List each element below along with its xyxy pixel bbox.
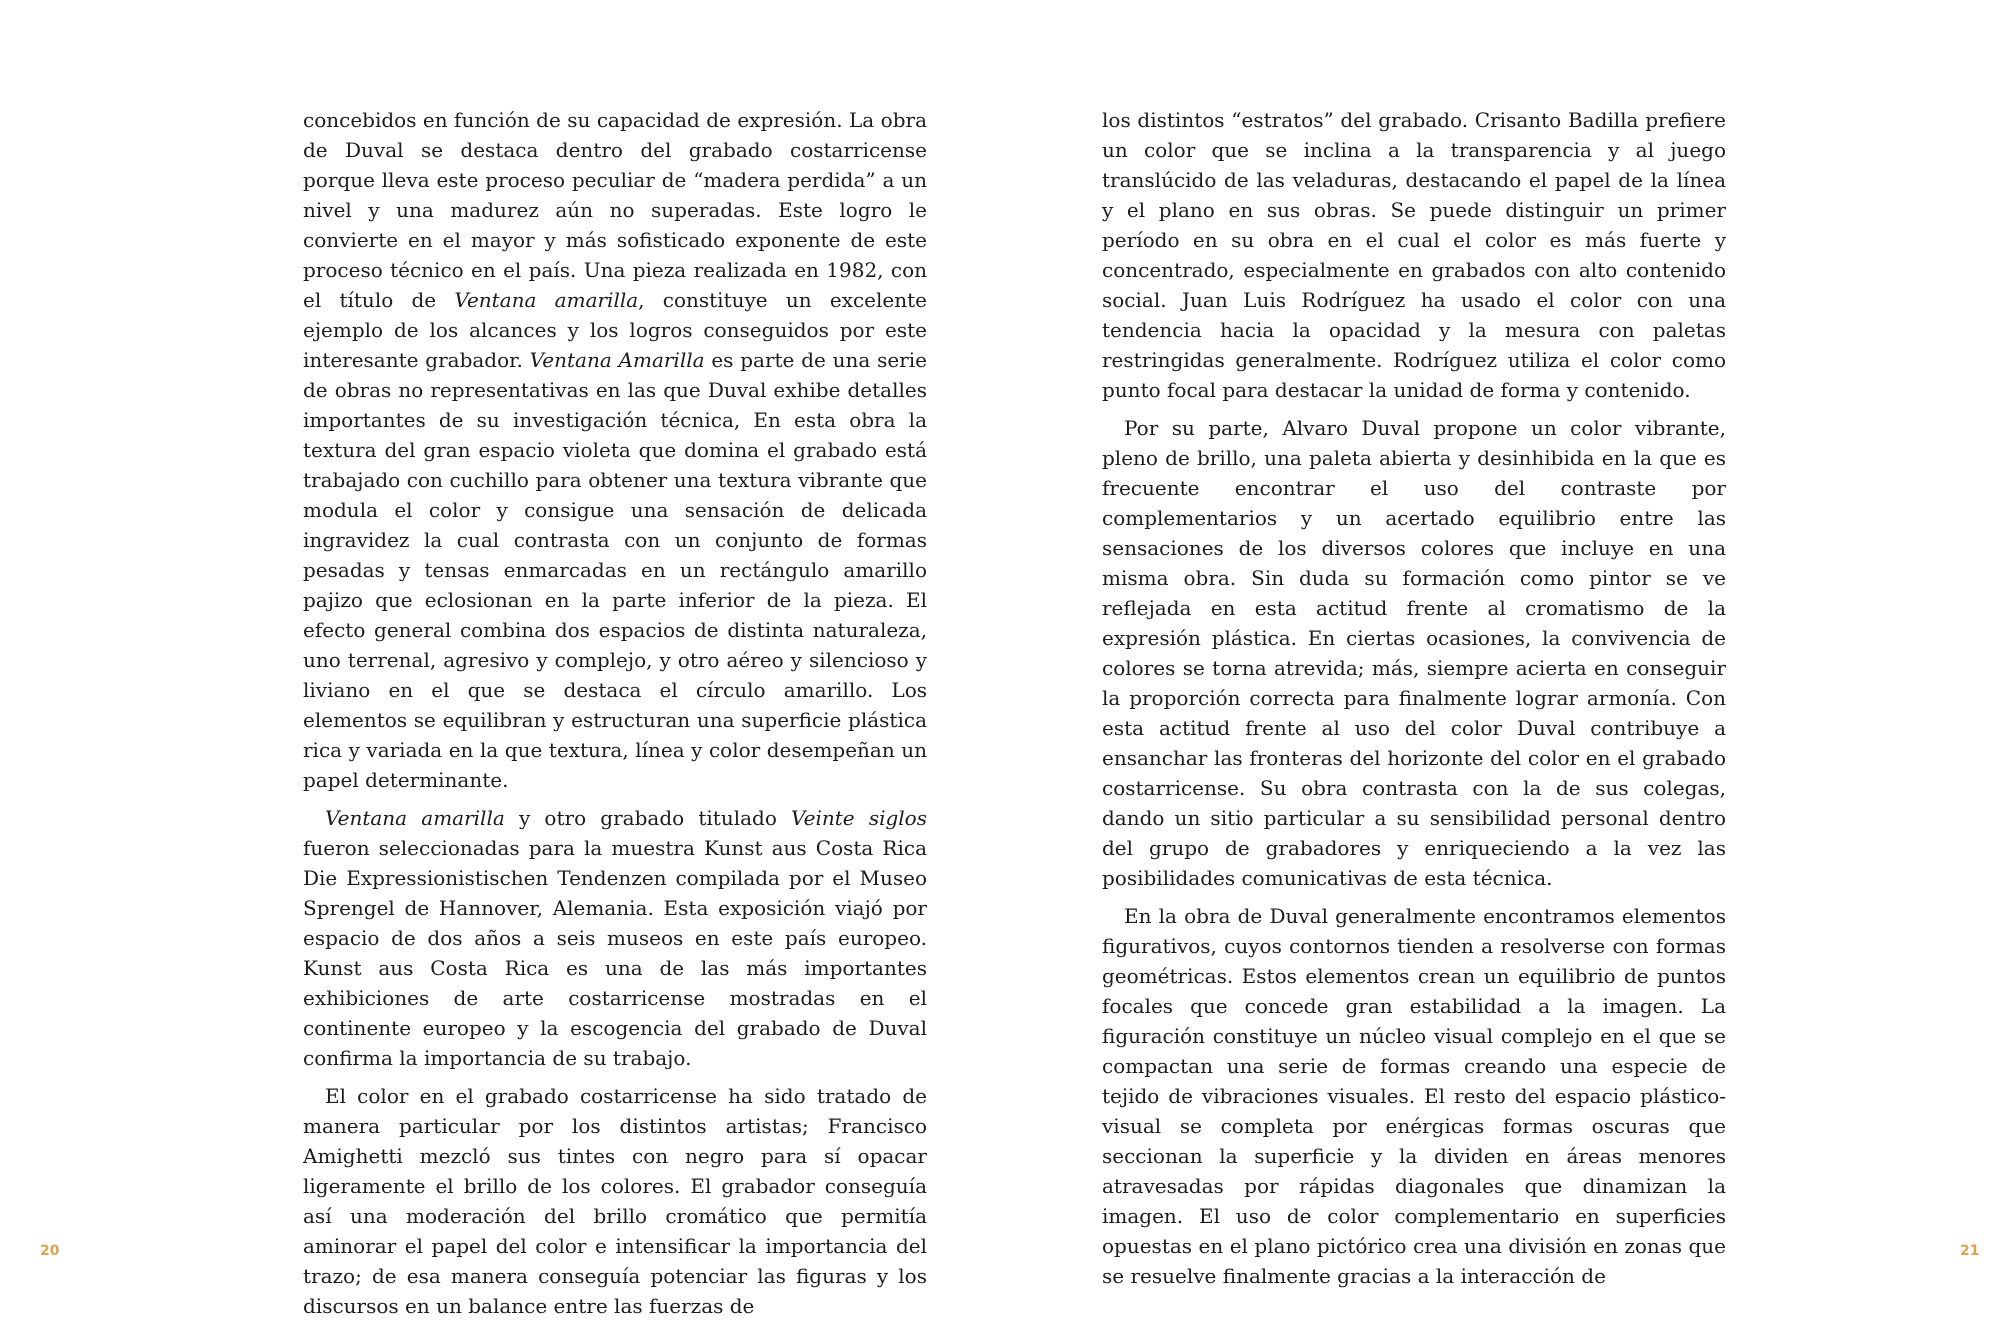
page-number-right: 21 <box>1960 1243 1980 1259</box>
paragraph: concebidos en función de su capacidad de expresión. La obra de Duval se destaca dentro del grabado costarricense porque lleva este proceso peculiar de “madera perdida” a un nivel y una madurez aún no superadas. Este logro le convierte en el mayor y más sofisticado exponente de este proceso técnico en el país. Una pieza realizada en 1982, con el título de Ventana amarilla, constituye un excelente ejemplo de los alcances y los logros conseguidos por este interesante grabador. Ventana Amarilla es parte de una serie de obras no representativas en las que Duval exhibe detalles importantes de su investigación técnica, En esta obra la textura del gran espacio violeta que domina el grabado está trabajado con cuchillo para obtener una textura vibrante que modula el color y consigue una sensación de delicada ingravidez la cual contrasta con un conjunto de formas pesadas y tensas enmarcadas en un rectángulo amarillo pajizo que eclosionan en la parte inferior de la pieza. El efecto general combina dos espacios de distinta naturaleza, uno terrenal, agresivo y complejo, y otro aéreo y silencioso y liviano en el que se destaca el círculo amarillo. Los elementos se equilibran y estructuran una superficie plástica rica y variada en la que textura, línea y color desempeñan un papel determinante. <box>303 108 927 792</box>
left-page-text-column <box>303 105 927 1329</box>
paragraph: los distintos “estratos” del grabado. Crisanto Badilla prefiere un color que se inclina a la transparencia y al juego translúcido de las veladuras, destacando el papel de la línea y el plano en sus obras. Se puede distinguir un primer período en su obra en el cual el color es más fuerte y concentrado, especialmente en grabados con alto contenido social. Juan Luis Rodríguez ha usado el color con una tendencia hacia la opacidad y la mesura con paletas restringidas generalmente. Rodríguez utiliza el color como punto focal para destacar la unidad de forma y contenido. <box>1102 108 1726 402</box>
right-page-text-column <box>1102 105 1726 1299</box>
paragraph: Por su parte, Alvaro Duval propone un color vibrante, pleno de brillo, una paleta abierta y desinhibida en la que es frecuente encontrar el uso del contraste por complementarios y un acertado equilibrio entre las sensaciones de los diversos colores que incluye en una misma obra. Sin duda su formación como pintor se ve reflejada en esta actitud frente al cromatismo de la expresión plástica. En ciertas ocasiones, la convivencia de colores se torna atrevida; más, siempre acierta en conseguir la proporción correcta para finalmente lograr armonía. Con esta actitud frente al uso del color Duval contribuye a ensanchar las fronteras del horizonte del color en el grabado costarricense. Su obra contrasta con la de sus colegas, dando un sitio particular a su sensibilidad personal dentro del grupo de grabadores y enriqueciendo a la vez las posibilidades comunicativas de esta técnica. <box>1102 416 1726 890</box>
paragraph: El color en el grabado costarricense ha sido tratado de manera particular por los distintos artistas; Francisco Amighetti mezcló sus tintes con negro para sí opacar ligeramente el brillo de los colores. El grabador conseguía así una moderación del brillo cromático que permitía aminorar el papel del color e intensificar la importancia del trazo; de esa manera conseguía potenciar las figuras y los discursos en un balance entre las fuerzas de <box>303 1084 927 1318</box>
paragraph: Ventana amarilla y otro grabado titulado Veinte siglos fueron seleccionadas para la muestra Kunst aus Costa Rica Die Expressionistischen Tendenzen compilada por el Museo Sprengel de Hannover, Alemania. Esta exposición viajó por espacio de dos años a seis museos en este país europeo. Kunst aus Costa Rica es una de las más importantes exhibiciones de arte costarricense mostradas en el continente europeo y la escogencia del grabado de Duval confirma la importancia de su trabajo. <box>303 806 927 1070</box>
page-number-left: 20 <box>40 1243 60 1259</box>
paragraph: En la obra de Duval generalmente encontramos elementos figurativos, cuyos contornos tienden a resolverse con formas geométricas. Estos elementos crean un equilibrio de puntos focales que concede gran estabilidad a la imagen. La figuración constituye un núcleo visual complejo en el que se compactan una serie de formas creando una especie de tejido de vibraciones visuales. El resto del espacio plástico-visual se completa por enérgicas formas oscuras que seccionan la superficie y la dividen en áreas menores atravesadas por rápidas diagonales que dinamizan la imagen. El uso de color complementario en superficies opuestas en el plano pictórico crea una división en zonas que se resuelve finalmente gracias a la interacción de <box>1102 904 1726 1288</box>
